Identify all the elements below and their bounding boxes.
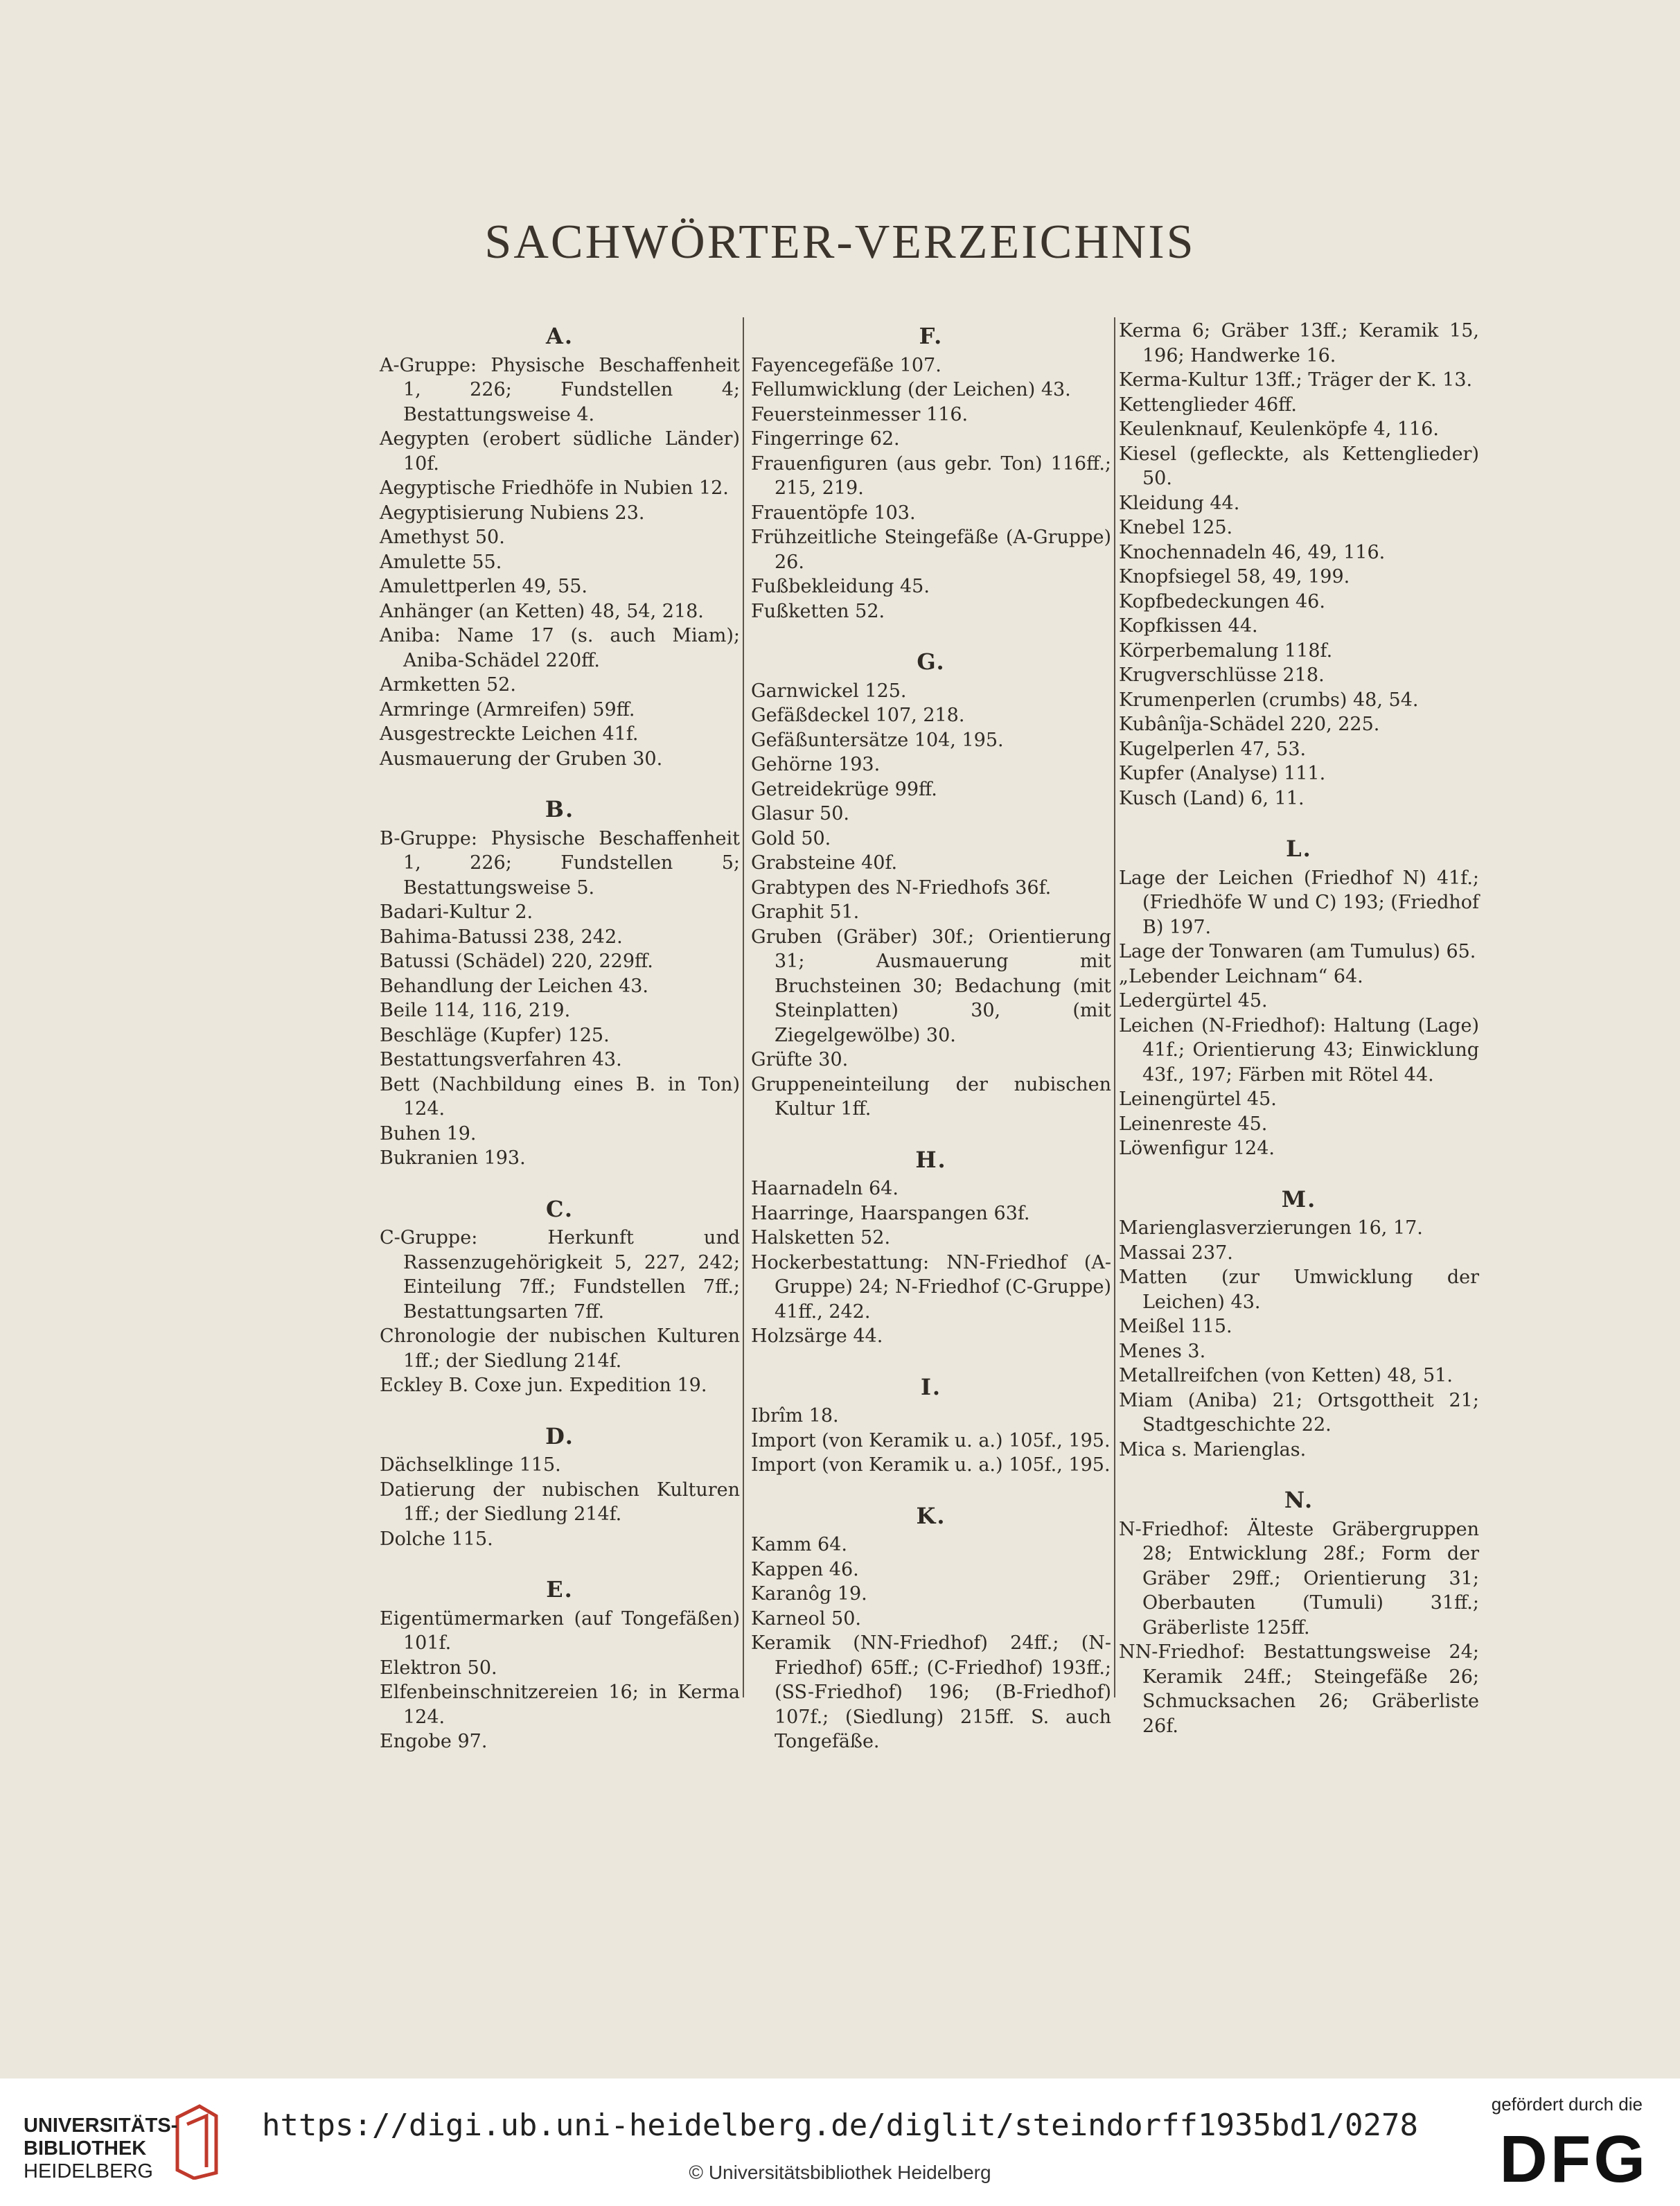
index-entry: Kopfbedeckungen 46. — [1119, 590, 1325, 612]
index-entry: Frauenfiguren (aus gebr. Ton) 116ff.; 215, 219. — [751, 452, 1111, 499]
index-entry: Löwenfigur 124. — [1119, 1138, 1275, 1159]
section-heading: H. — [915, 1146, 947, 1173]
index-entry: Kerma-Kultur 13ff.; Träger der K. 13. — [1119, 369, 1473, 391]
index-entry: Kappen 46. — [751, 1558, 859, 1580]
library-name-line: HEIDELBERG — [24, 2160, 153, 2182]
column-divider — [743, 317, 744, 1697]
section-heading: D. — [545, 1422, 574, 1449]
index-entry: Kleidung 44. — [1119, 492, 1240, 514]
section-heading: E. — [546, 1576, 574, 1603]
index-entry: Metallreifchen (von Ketten) 48, 51. — [1119, 1365, 1453, 1386]
index-entry: Meißel 115. — [1119, 1316, 1232, 1337]
index-entry: Miam (Aniba) 21; Ortsgottheit 21; Stadtgeschichte 22. — [1119, 1389, 1479, 1436]
index-entry: „Lebender Leichnam“ 64. — [1119, 965, 1363, 987]
index-entry: Grüfte 30. — [751, 1049, 849, 1070]
index-entry: Grabtypen des N-Friedhofs 36f. — [751, 876, 1052, 899]
index-entry: Datierung der nubischen Kulturen 1ff.; der Siedlung 214f. — [380, 1479, 740, 1525]
index-entry: Beschläge (Kupfer) 125. — [380, 1024, 610, 1046]
index-entry: Aegyptische Friedhöfe in Nubien 12. — [380, 477, 729, 499]
index-entry: NN-Friedhof: Bestattungsweise 24; Keramik 24ff.; Steingefäße 26; Schmucksachen 26; Gräberliste 26f. — [1119, 1641, 1479, 1737]
index-entry: B-Gruppe: Physische Beschaffenheit 1, 226; Fundstellen 5; Bestattungsweise 5. — [380, 827, 740, 899]
index-entry: Fingerringe 62. — [751, 428, 900, 450]
index-entry: Fußbekleidung 45. — [751, 576, 930, 597]
index-entry: Aegyptisierung Nubiens 23. — [380, 502, 645, 524]
index-entry: Knochennadeln 46, 49, 116. — [1119, 541, 1386, 563]
index-column-2 — [751, 319, 1111, 1754]
index-entry: Leinenreste 45. — [1119, 1113, 1268, 1135]
index-entry: Aegypten (erobert südliche Länder) 10f. — [380, 428, 740, 475]
section-gap — [380, 771, 740, 792]
index-entry: Eckley B. Coxe jun. Expedition 19. — [380, 1375, 707, 1396]
index-entry: Lage der Tonwaren (am Tumulus) 65. — [1119, 941, 1476, 962]
index-entry: Kugelperlen 47, 53. — [1119, 738, 1307, 760]
index-entry: Kupfer (Analyse) 111. — [1119, 763, 1326, 784]
index-entry: Amethyst 50. — [380, 527, 505, 548]
section-gap — [380, 1551, 740, 1572]
index-entry: Gehörne 193. — [751, 754, 881, 775]
index-entry: Beile 114, 116, 219. — [380, 1000, 571, 1021]
index-column-1 — [380, 319, 740, 1754]
index-entry: Bahima-Batussi 238, 242. — [380, 926, 623, 948]
index-entry: Gefäßdeckel 107, 218. — [751, 705, 965, 726]
index-entry: Holzsärge 44. — [751, 1325, 883, 1347]
page-title: SACHWÖRTER-VERZEICHNIS — [484, 215, 1196, 269]
index-entry: Frauentöpfe 103. — [751, 502, 916, 524]
index-entry: Gold 50. — [751, 827, 831, 849]
index-entry: Leinengürtel 45. — [1119, 1088, 1277, 1110]
index-entry: Import (von Keramik u. a.) 105f., 195. — [751, 1454, 1111, 1476]
index-entry: Ibrîm 18. — [751, 1405, 839, 1427]
library-name-line: UNIVERSITÄTS- — [24, 2115, 178, 2137]
index-entry: Knopfsiegel 58, 49, 199. — [1119, 566, 1350, 588]
index-entry: C-Gruppe: Herkunft und Rassenzugehörigkeit 5, 227, 242; Einteilung 7ff.; Fundstellen 7ff.; Bestattungsarten 7ff. — [380, 1227, 740, 1323]
section-gap — [380, 1398, 740, 1419]
index-entry: Halsketten 52. — [751, 1227, 891, 1248]
index-entry: Matten (zur Umwicklung der Leichen) 43. — [1119, 1267, 1479, 1313]
section-gap — [751, 1122, 1111, 1142]
index-entry: A-Gruppe: Physische Beschaffenheit 1, 226; Fundstellen 4; Bestattungsweise 4. — [380, 354, 740, 425]
section-heading: A. — [546, 323, 574, 349]
index-entry: Engobe 97. — [380, 1731, 488, 1752]
index-column-3 — [1119, 319, 1479, 1738]
index-entry: Buhen 19. — [380, 1122, 477, 1145]
section-heading: L. — [1286, 836, 1312, 862]
viewer-footer — [0, 2079, 1680, 2206]
section-heading: B. — [545, 796, 575, 822]
index-entry: Kusch (Land) 6, 11. — [1119, 787, 1305, 809]
index-entry: Glasur 50. — [751, 803, 849, 824]
index-entry: Dolche 115. — [380, 1528, 493, 1550]
index-entry: Gruben (Gräber) 30f.; Orientierung 31; Ausmauerung mit Bruchsteinen 30; Bedachung (mit Steinplatten) 30, (mit Ziegelgewölbe) 30. — [751, 926, 1111, 1046]
index-entry: Eigentümermarken (auf Tongefäßen) 101f. — [380, 1607, 740, 1654]
index-entry: N-Friedhof: Älteste Gräbergruppen 28; Entwicklung 28f.; Form der Gräber 29ff.; Orientierung 31; Oberbauten (Tumuli) 31ff.; Gräberliste 125ff. — [1119, 1518, 1479, 1639]
section-gap — [751, 1349, 1111, 1370]
index-entry: Menes 3. — [1119, 1340, 1206, 1362]
index-entry: Kamm 64. — [751, 1534, 847, 1555]
index-entry: Fellumwicklung (der Leichen) 43. — [751, 379, 1071, 400]
index-entry: Ausmauerung der Gruben 30. — [380, 748, 663, 770]
index-entry: Bukranien 193. — [380, 1147, 526, 1169]
section-gap — [751, 1478, 1111, 1499]
index-entry: Feuersteinmesser 116. — [751, 403, 969, 425]
index-entry: Chronologie der nubischen Kulturen 1ff.; der Siedlung 214f. — [380, 1325, 740, 1372]
index-entry: Kettenglieder 46ff. — [1119, 394, 1297, 416]
index-entry: Ledergürtel 45. — [1119, 990, 1268, 1012]
index-entry: Amulettperlen 49, 55. — [380, 576, 588, 597]
index-entry: Ausgestreckte Leichen 41f. — [380, 723, 639, 745]
funding-label: gefördert durch die — [1491, 2094, 1643, 2115]
index-entry: Amulette 55. — [380, 551, 502, 573]
index-entry: Garnwickel 125. — [751, 680, 907, 702]
index-entry: Massai 237. — [1119, 1242, 1233, 1264]
index-entry: Körperbemalung 118f. — [1119, 639, 1333, 662]
index-entry: Knebel 125. — [1119, 517, 1233, 538]
index-entry: Fußketten 52. — [751, 600, 885, 622]
index-entry: Haarnadeln 64. — [751, 1178, 899, 1199]
index-entry: Marienglasverzierungen 16, 17. — [1119, 1217, 1423, 1239]
section-heading: F. — [919, 323, 944, 349]
index-entry: Keulenknauf, Keulenköpfe 4, 116. — [1119, 418, 1439, 440]
index-entry: Kerma 6; Gräber 13ff.; Keramik 15, 196; Handwerke 16. — [1119, 320, 1479, 367]
index-entry: Armringe (Armreifen) 59ff. — [380, 698, 635, 721]
section-gap — [380, 1171, 740, 1192]
section-heading: N. — [1284, 1487, 1314, 1513]
index-entry: Grabsteine 40f. — [751, 852, 898, 874]
index-entry: Karneol 50. — [751, 1607, 861, 1630]
section-gap — [1119, 811, 1479, 831]
section-gap — [1119, 1462, 1479, 1483]
copyright-notice: © Universitätsbibliothek Heidelberg — [689, 2162, 991, 2183]
index-entry: Dächselklinge 115. — [380, 1454, 561, 1476]
index-entry: Karanôg 19. — [751, 1583, 867, 1605]
permalink-url[interactable]: https://digi.ub.uni-heidelberg.de/diglit/steindorff1935bd1/0278 — [262, 2108, 1418, 2143]
index-entry: Anhänger (an Ketten) 48, 54, 218. — [380, 600, 704, 622]
index-entry: Haarringe, Haarspangen 63f. — [751, 1202, 1030, 1224]
dfg-logo: DFG — [1499, 2122, 1648, 2196]
section-heading: C. — [545, 1195, 574, 1222]
index-entry: Batussi (Schädel) 220, 229ff. — [380, 951, 653, 972]
index-entry: Lage der Leichen (Friedhof N) 41f.; (Friedhöfe W und C) 193; (Friedhof B) 197. — [1119, 867, 1479, 938]
index-entry: Krumenperlen (crumbs) 48, 54. — [1119, 689, 1419, 711]
column-divider — [1114, 317, 1115, 1697]
index-entry: Kiesel (gefleckte, als Kettenglieder) 50. — [1119, 443, 1479, 489]
index-entry: Aniba: Name 17 (s. auch Miam); Aniba-Schädel 220ff. — [380, 625, 740, 671]
index-entry: Fayencegefäße 107. — [751, 354, 941, 376]
section-heading: G. — [917, 648, 946, 675]
index-entry: Leichen (N-Friedhof): Haltung (Lage) 41f.; Orientierung 43; Einwicklung 43f., 197; Färben mit Rötel 44. — [1119, 1014, 1479, 1086]
index-entry: Bestattungsverfahren 43. — [380, 1049, 622, 1070]
index-entry: Behandlung der Leichen 43. — [380, 975, 648, 997]
index-entry: Armketten 52. — [380, 674, 516, 696]
library-name-line: BIBLIOTHEK — [24, 2137, 147, 2160]
index-entry: Keramik (NN-Friedhof) 24ff.; (N-Friedhof) 65ff.; (C-Friedhof) 193ff.; (SS-Friedhof) 196; (B-Friedhof) 107f.; (Siedlung) 215ff. S. auch Tongefäße. — [751, 1632, 1111, 1752]
section-gap — [1119, 1161, 1479, 1182]
index-entry: Graphit 51. — [751, 901, 860, 923]
index-entry: Gruppeneinteilung der nubischen Kultur 1ff. — [751, 1073, 1111, 1120]
index-entry: Elektron 50. — [380, 1657, 497, 1679]
section-gap — [751, 624, 1111, 644]
index-entry: Kopfkissen 44. — [1119, 615, 1258, 637]
index-entry: Hockerbestattung: NN-Friedhof (A-Gruppe) 24; N-Friedhof (C-Gruppe) 41ff., 242. — [751, 1251, 1111, 1323]
index-entry: Frühzeitliche Steingefäße (A-Gruppe) 26. — [751, 527, 1111, 573]
index-entry: Krugverschlüsse 218. — [1119, 664, 1325, 686]
index-entry: Getreidekrüge 99ff. — [751, 778, 937, 800]
index-entry: Elfenbeinschnitzereien 16; in Kerma 124. — [380, 1682, 740, 1728]
index-entry: Bett (Nachbildung eines B. in Ton) 124. — [380, 1073, 740, 1120]
index-entry: Mica s. Marienglas. — [1119, 1438, 1307, 1461]
index-entry: Import (von Keramik u. a.) 105f., 195. — [751, 1429, 1111, 1451]
index-entry: Gefäßuntersätze 104, 195. — [751, 729, 1004, 751]
index-entry: Badari-Kultur 2. — [380, 901, 533, 923]
index-entry: Kubânîja-Schädel 220, 225. — [1119, 714, 1380, 735]
section-heading: K. — [916, 1502, 946, 1529]
section-heading: M. — [1281, 1185, 1317, 1212]
section-heading: I. — [920, 1373, 942, 1400]
